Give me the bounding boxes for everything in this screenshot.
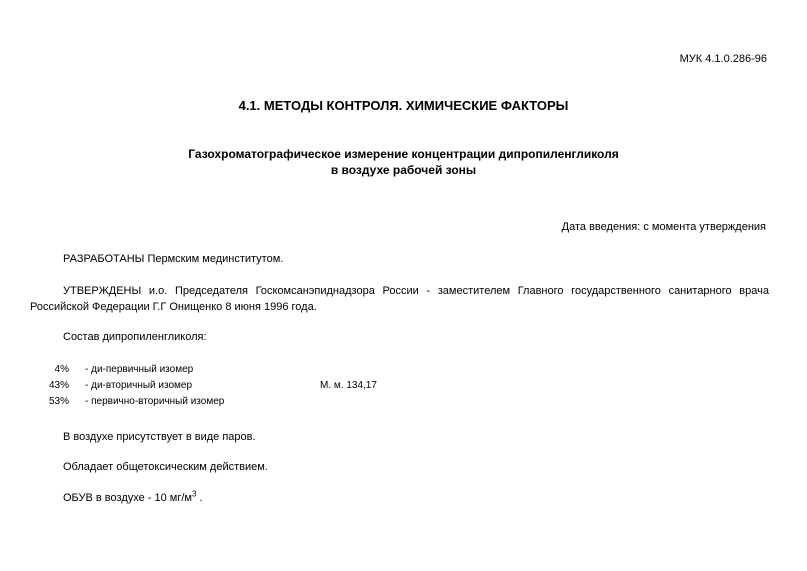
developed-by-paragraph: РАЗРАБОТАНЫ Пермским мединститутом. — [63, 253, 284, 265]
composition-percent: 53% — [48, 396, 69, 407]
obuv-superscript: 3 — [192, 489, 197, 499]
document-code: МУК 4.1.0.286-96 — [679, 53, 767, 65]
section-title: 4.1. МЕТОДЫ КОНТРОЛЯ. ХИМИЧЕСКИЕ ФАКТОРЫ — [238, 98, 569, 113]
obuv-end: . — [199, 492, 203, 504]
composition-percent: 43% — [48, 380, 69, 391]
main-title-line-1: Газохроматографическое измерение концентрации дипропиленгликоля — [188, 147, 619, 161]
composition-label: Состав дипропиленгликоля: — [63, 331, 207, 343]
composition-isomer: - ди-вторичный изомер — [85, 380, 193, 391]
composition-isomer: - ди-первичный изомер — [85, 364, 194, 375]
composition-percent: 4% — [54, 364, 69, 375]
approved-by-paragraph: УТВЕРЖДЕНЫ и.о. Председателя Госкомсанэпиднадзора России - заместителем Главного государственного санитарного врача Российской Федерации Г.Г Онищенко 8 июня 1996 года. — [30, 285, 769, 313]
composition-isomer: - первично-вторичный изомер — [85, 396, 225, 407]
composition-row — [30, 396, 430, 412]
composition-row — [30, 364, 430, 380]
composition-row — [30, 380, 430, 396]
molecular-mass: М. м. 134,17 — [320, 380, 377, 391]
composition-list — [30, 364, 430, 412]
toxicity-paragraph: Обладает общетоксическим действием. — [63, 461, 268, 473]
vapor-state-paragraph: В воздухе присутствует в виде паров. — [63, 431, 256, 443]
main-title — [0, 146, 807, 178]
obuv-text: ОБУВ в воздухе - 10 мг/м — [63, 492, 192, 504]
obuv-paragraph — [30, 490, 769, 506]
introduction-date: Дата введения: с момента утверждения — [561, 221, 766, 233]
main-title-line-2: в воздухе рабочей зоны — [330, 163, 477, 177]
